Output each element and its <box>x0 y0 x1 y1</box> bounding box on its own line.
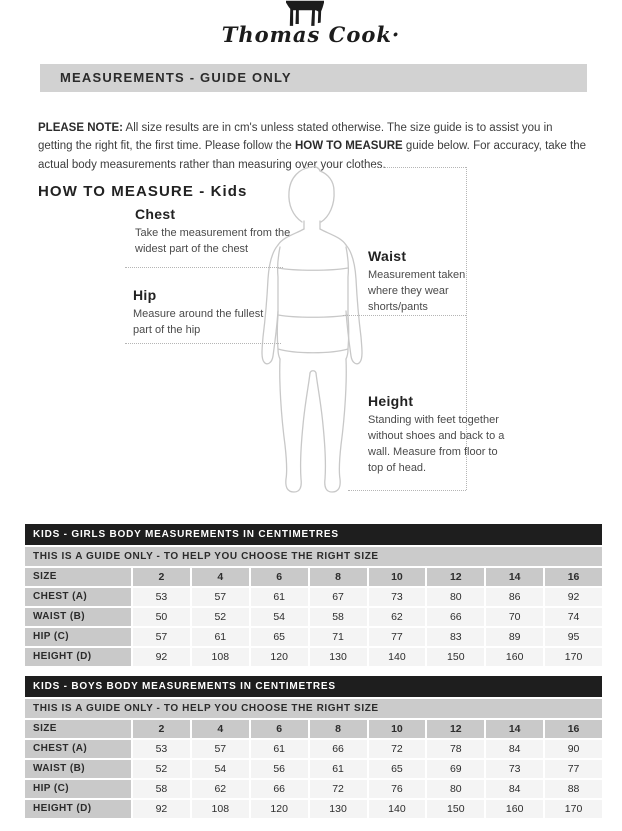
measurement-cell: 53 <box>133 740 190 758</box>
how-to-measure-heading: HOW TO MEASURE - Kids <box>38 183 248 201</box>
boys-measurements-table <box>25 676 602 818</box>
measurement-cell: 77 <box>369 628 426 646</box>
measurement-cell: 86 <box>486 588 543 606</box>
size-value-cell: 10 <box>369 720 426 738</box>
note-text-1: All size results are in cm's unless stated otherwise. The size guide is to assist you in getting the right fit, the first time. Please follow the <box>38 121 553 153</box>
measurement-cell: 58 <box>133 780 190 798</box>
measurement-cell: 78 <box>427 740 484 758</box>
size-value-cell: 2 <box>133 720 190 738</box>
measurement-cell: 120 <box>251 800 308 818</box>
size-value-cell: 2 <box>133 568 190 586</box>
note-bold: HOW TO MEASURE <box>294 140 403 153</box>
measurement-cell: 66 <box>251 780 308 798</box>
chest-label: Chest <box>135 206 176 222</box>
measurement-cell: 61 <box>192 628 249 646</box>
measurement-cell: 150 <box>427 648 484 666</box>
height-label: Height <box>368 393 414 409</box>
size-value-cell: 14 <box>486 720 543 738</box>
measurement-cell: 66 <box>310 740 367 758</box>
measurement-cell: 53 <box>133 588 190 606</box>
measurement-cell: 140 <box>369 800 426 818</box>
waist-label: Waist <box>368 248 407 264</box>
row-label-cell: CHEST (A) <box>25 588 131 606</box>
size-value-cell: 4 <box>192 568 249 586</box>
measurement-cell: 65 <box>369 760 426 778</box>
height-desc: Standing with feet together without shoes and back to a wall. Measure from floor to top of head. <box>368 414 505 474</box>
measurement-cell: 84 <box>486 740 543 758</box>
hip-label-block <box>133 287 275 339</box>
size-value-cell: 16 <box>545 568 602 586</box>
size-header-cell: SIZE <box>25 568 131 586</box>
waist-label-block <box>368 248 494 316</box>
height-label-block <box>368 393 506 477</box>
size-value-cell: 16 <box>545 720 602 738</box>
measurement-cell: 69 <box>427 760 484 778</box>
row-label-cell: HIP (C) <box>25 780 131 798</box>
size-value-cell: 14 <box>486 568 543 586</box>
chest-measure-line <box>125 267 283 268</box>
measurement-cell: 58 <box>310 608 367 626</box>
size-value-cell: 8 <box>310 568 367 586</box>
measurement-cell: 74 <box>545 608 602 626</box>
chest-desc: Take the measurement from the widest part of the chest <box>135 227 291 255</box>
height-bottom-line <box>348 490 466 491</box>
boys-size-row <box>25 720 602 738</box>
measurement-cell: 170 <box>545 648 602 666</box>
hip-desc: Measure around the fullest part of the hip <box>133 308 264 336</box>
size-value-cell: 10 <box>369 568 426 586</box>
measurement-cell: 92 <box>133 800 190 818</box>
row-label-cell: HEIGHT (D) <box>25 800 131 818</box>
size-value-cell: 12 <box>427 720 484 738</box>
brand-wordmark: Thomas Cook· <box>221 22 401 47</box>
measurement-cell: 61 <box>310 760 367 778</box>
measurement-cell: 61 <box>251 588 308 606</box>
boys-data-row <box>25 760 602 778</box>
measurement-cell: 73 <box>369 588 426 606</box>
hip-measure-line <box>125 343 281 344</box>
page-title-bar <box>40 64 587 92</box>
girls-size-row <box>25 568 602 586</box>
measurement-cell: 92 <box>545 588 602 606</box>
girls-data-row <box>25 608 602 626</box>
measurement-cell: 54 <box>251 608 308 626</box>
boys-data-row <box>25 740 602 758</box>
waist-desc: Measurement taken where they wear shorts/pants <box>368 269 466 313</box>
measurement-cell: 130 <box>310 800 367 818</box>
girls-data-row <box>25 588 602 606</box>
measurement-cell: 50 <box>133 608 190 626</box>
measurement-cell: 160 <box>486 648 543 666</box>
measurement-cell: 52 <box>192 608 249 626</box>
measurement-cell: 90 <box>545 740 602 758</box>
measurement-cell: 80 <box>427 780 484 798</box>
measurement-cell: 89 <box>486 628 543 646</box>
measurement-cell: 57 <box>192 740 249 758</box>
measurement-cell: 76 <box>369 780 426 798</box>
measurement-cell: 57 <box>133 628 190 646</box>
height-top-line <box>372 167 466 168</box>
size-value-cell: 8 <box>310 720 367 738</box>
measurement-cell: 52 <box>133 760 190 778</box>
measurement-cell: 70 <box>486 608 543 626</box>
measurement-cell: 62 <box>369 608 426 626</box>
measurement-cell: 92 <box>133 648 190 666</box>
measurement-cell: 77 <box>545 760 602 778</box>
measurement-cell: 71 <box>310 628 367 646</box>
page-title: MEASUREMENTS - GUIDE ONLY <box>60 70 292 85</box>
boys-table-subtitle: THIS IS A GUIDE ONLY - TO HELP YOU CHOOSE THE RIGHT SIZE <box>25 699 602 718</box>
measurement-cell: 66 <box>427 608 484 626</box>
size-value-cell: 6 <box>251 568 308 586</box>
row-label-cell: HIP (C) <box>25 628 131 646</box>
measurement-cell: 130 <box>310 648 367 666</box>
measurement-cell: 54 <box>192 760 249 778</box>
measurement-cell: 150 <box>427 800 484 818</box>
chest-label-block <box>135 206 315 258</box>
measurement-cell: 88 <box>545 780 602 798</box>
measurement-cell: 83 <box>427 628 484 646</box>
row-label-cell: HEIGHT (D) <box>25 648 131 666</box>
measurement-cell: 72 <box>310 780 367 798</box>
measurement-cell: 56 <box>251 760 308 778</box>
girls-table-title: KIDS - GIRLS BODY MEASUREMENTS IN CENTIMETRES <box>25 524 602 545</box>
row-label-cell: WAIST (B) <box>25 608 131 626</box>
boys-data-row <box>25 800 602 818</box>
size-header-cell: SIZE <box>25 720 131 738</box>
measurement-cell: 72 <box>369 740 426 758</box>
note-text-2: guide below. For accuracy, take the actual body measurements rather than measuring over your clothes. <box>38 140 586 172</box>
measurement-cell: 170 <box>545 800 602 818</box>
girls-measurements-table <box>25 524 602 666</box>
measurement-cell: 67 <box>310 588 367 606</box>
row-label-cell: CHEST (A) <box>25 740 131 758</box>
boys-data-row <box>25 780 602 798</box>
measurement-cell: 62 <box>192 780 249 798</box>
size-value-cell: 4 <box>192 720 249 738</box>
measurement-cell: 120 <box>251 648 308 666</box>
boys-table-title: KIDS - BOYS BODY MEASUREMENTS IN CENTIMETRES <box>25 676 602 697</box>
size-value-cell: 12 <box>427 568 484 586</box>
girls-table-subtitle: THIS IS A GUIDE ONLY - TO HELP YOU CHOOSE THE RIGHT SIZE <box>25 547 602 566</box>
measurement-cell: 160 <box>486 800 543 818</box>
measurement-cell: 140 <box>369 648 426 666</box>
measurement-cell: 65 <box>251 628 308 646</box>
measurement-cell: 61 <box>251 740 308 758</box>
measurement-cell: 108 <box>192 648 249 666</box>
note-prefix: PLEASE NOTE: <box>38 121 123 134</box>
measurement-cell: 84 <box>486 780 543 798</box>
hip-label: Hip <box>133 287 157 303</box>
measurement-cell: 73 <box>486 760 543 778</box>
girls-data-row <box>25 648 602 666</box>
measurement-cell: 57 <box>192 588 249 606</box>
measurement-cell: 108 <box>192 800 249 818</box>
measurement-cell: 95 <box>545 628 602 646</box>
size-value-cell: 6 <box>251 720 308 738</box>
row-label-cell: WAIST (B) <box>25 760 131 778</box>
girls-data-row <box>25 628 602 646</box>
measurement-cell: 80 <box>427 588 484 606</box>
